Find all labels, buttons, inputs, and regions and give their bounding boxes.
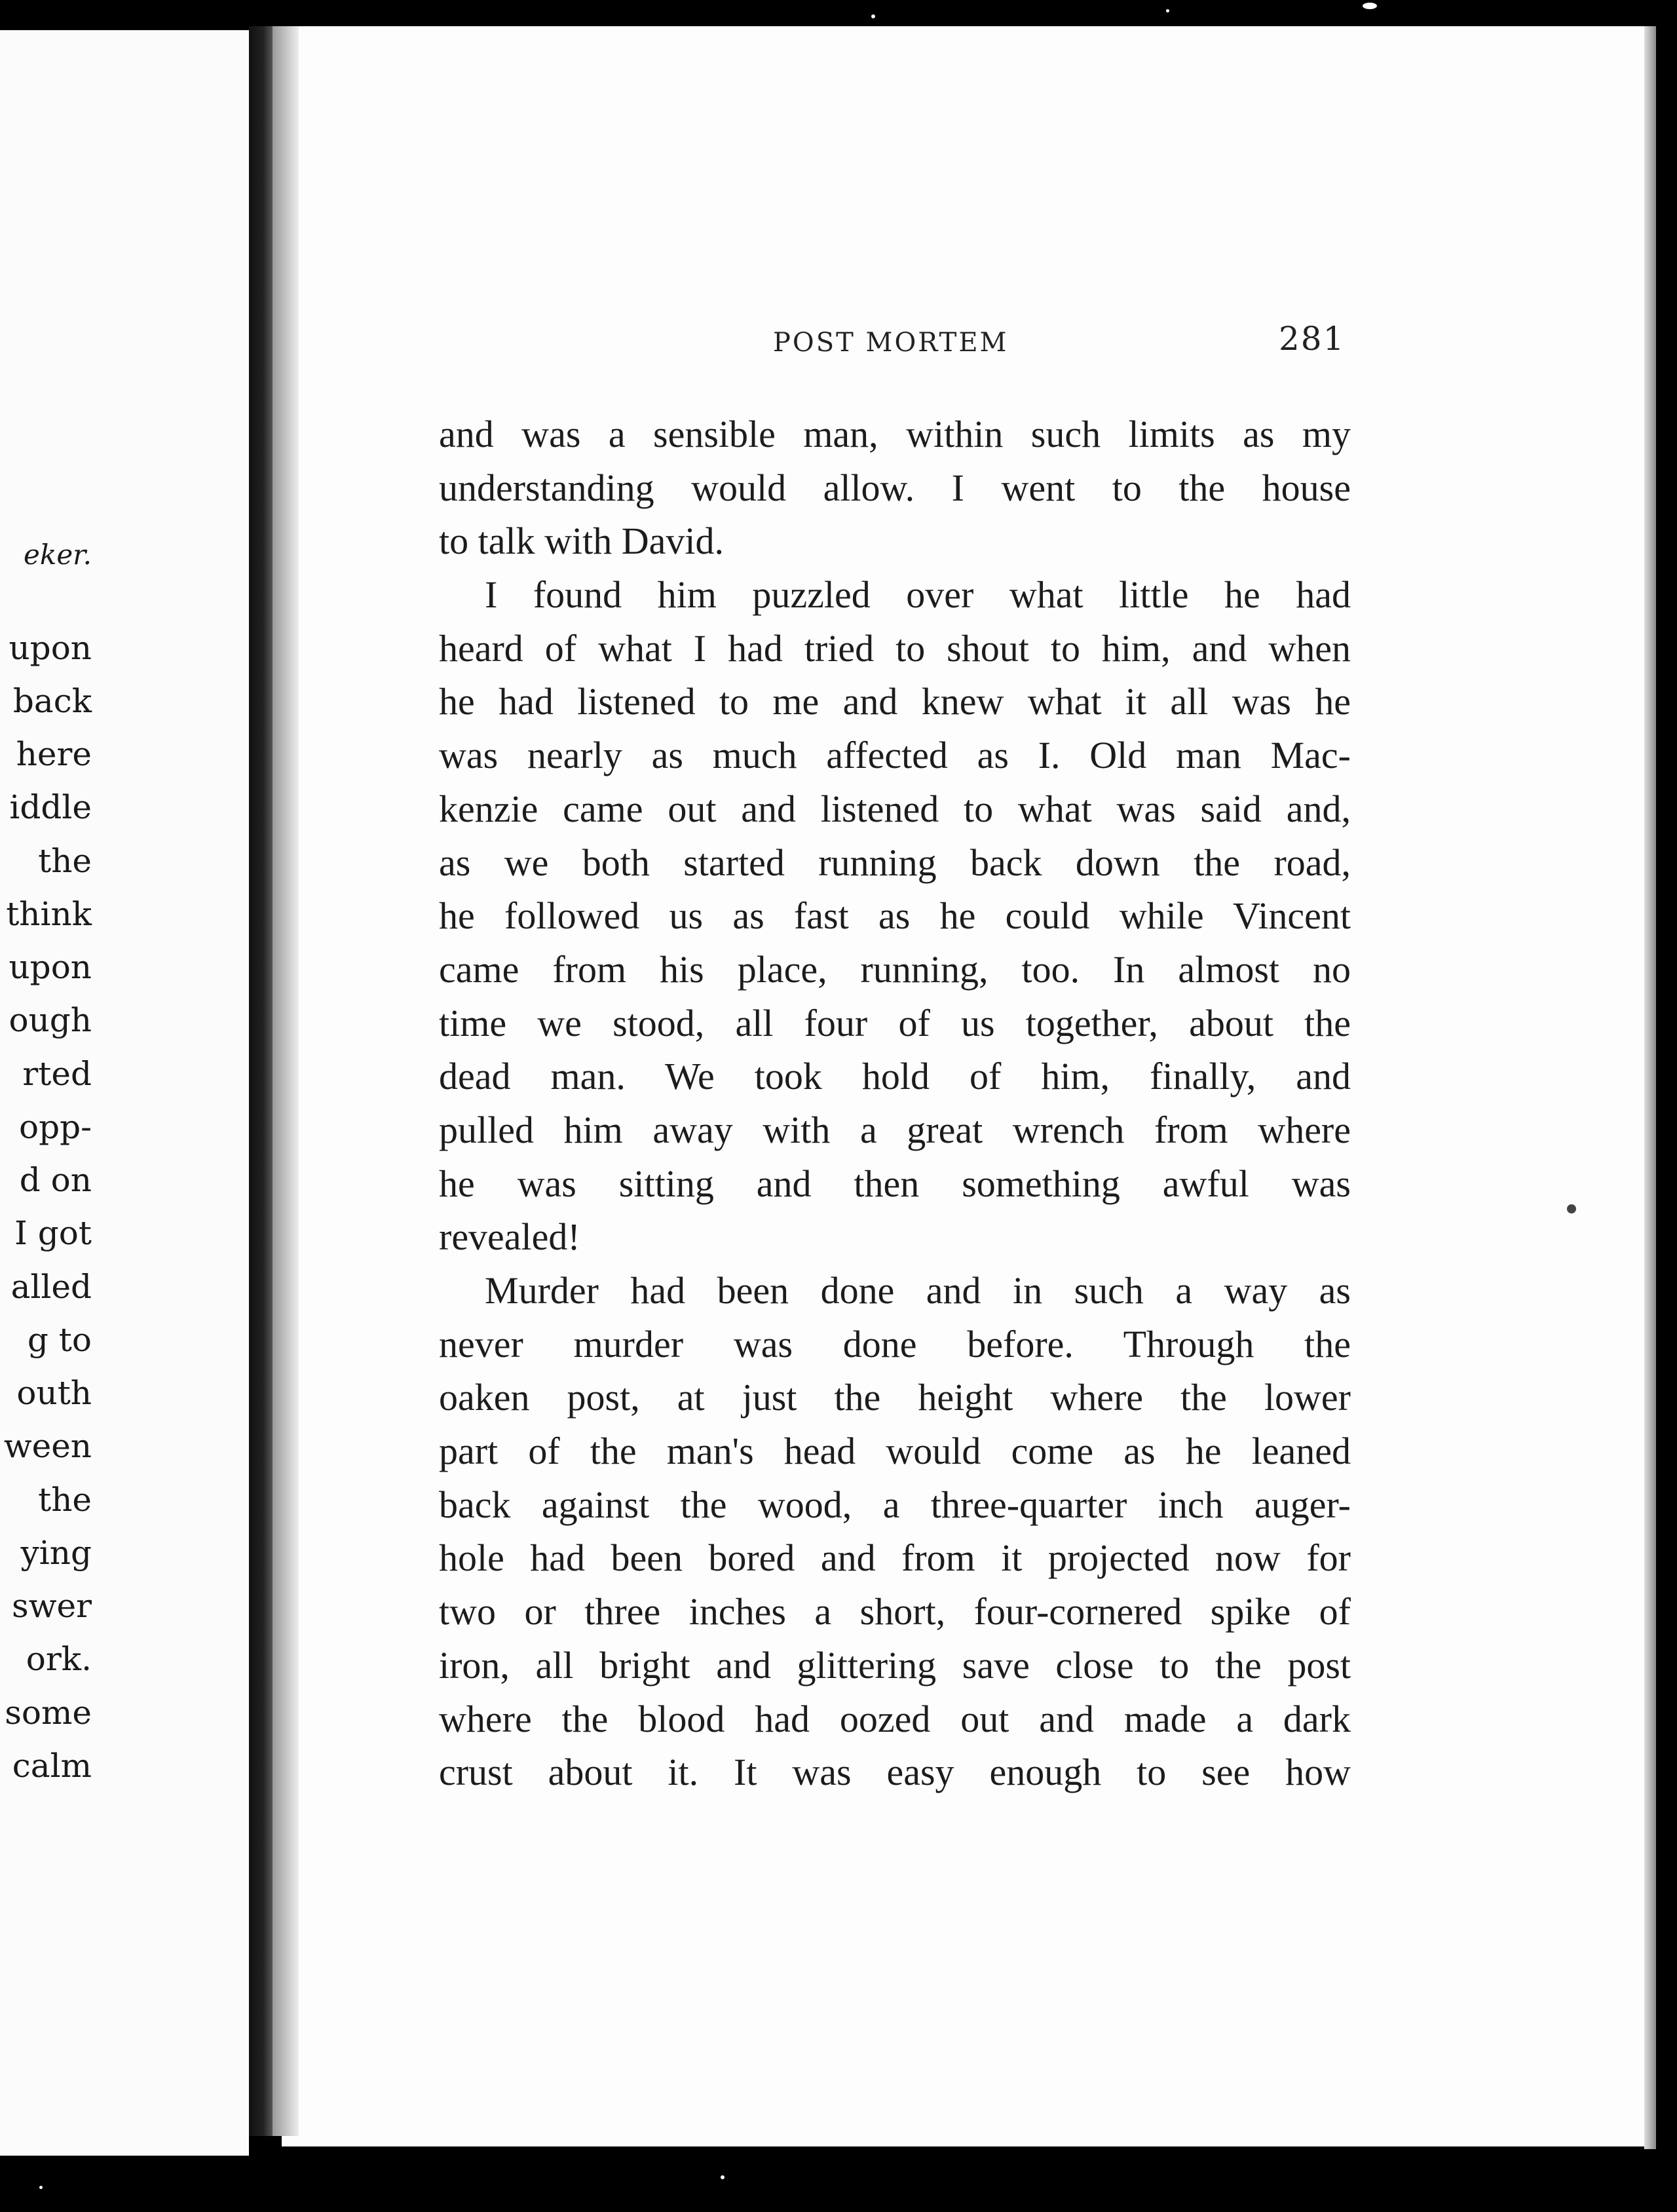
text-line: and was a sensible man, within such limits as my	[439, 413, 1351, 455]
left-page-fragment: some	[5, 1694, 92, 1732]
text-line: Murder had been done and in such a way as	[485, 1269, 1351, 1312]
left-page-fragment: swer	[12, 1587, 92, 1625]
left-page-fragment: upon	[9, 629, 92, 667]
left-page-fragment: d on	[19, 1161, 92, 1199]
text-line: to talk with David.	[439, 520, 724, 563]
left-page-fragment: I got	[14, 1214, 92, 1252]
text-line: dead man. We took hold of him, finally, and	[439, 1055, 1351, 1098]
body-text	[439, 408, 1351, 1799]
left-page-fragment: alled	[10, 1268, 92, 1306]
left-page-fragment: calm	[12, 1747, 92, 1785]
left-page-fragment: ying	[20, 1534, 92, 1572]
page-edge	[1644, 26, 1656, 2149]
left-page-fragment: the	[38, 842, 92, 880]
left-page-fragment: opp-	[18, 1108, 92, 1146]
text-line: revealed!	[439, 1215, 580, 1259]
text-line: as we both started running back down the road,	[439, 841, 1351, 884]
text-line: came from his place, running, too. In almost no	[439, 947, 1351, 991]
left-page-fragment: eker.	[24, 539, 92, 571]
scan-border-bottom	[0, 2156, 1677, 2212]
left-page-fragment: think	[6, 895, 92, 933]
text-line: iron, all bright and glittering save close to the post	[439, 1643, 1351, 1687]
left-page-fragment: here	[16, 735, 92, 773]
text-line: crust about it. It was easy enough to see how	[439, 1751, 1351, 1794]
text-line: time we stood, all four of us together, about the	[439, 1001, 1351, 1044]
left-page-fragment: upon	[9, 948, 92, 986]
text-line: kenzie came out and listened to what was said and,	[439, 787, 1351, 830]
dust-speck	[1567, 1204, 1576, 1213]
left-page-fragment: iddle	[9, 788, 92, 826]
left-page	[0, 30, 249, 2157]
dust-speck	[39, 2186, 43, 2189]
scan-border-right	[1656, 0, 1677, 2212]
text-line: I found him puzzled over what little he had	[485, 573, 1351, 617]
text-line: he was sitting and then something awful was	[439, 1162, 1351, 1205]
text-line: understanding would allow. I went to the house	[439, 466, 1351, 509]
left-page-fragment: rted	[22, 1055, 92, 1093]
text-line: was nearly as much affected as I. Old man Mac-	[439, 734, 1351, 777]
running-head: POST MORTEM	[773, 328, 1009, 358]
dust-speck	[1166, 9, 1169, 12]
dust-speck	[721, 2175, 725, 2179]
left-page-fragment: the	[38, 1481, 92, 1519]
text-line: part of the man's head would come as he leaned	[439, 1430, 1351, 1473]
dust-speck	[1363, 3, 1377, 9]
text-line: oaken post, at just the height where the lower	[439, 1376, 1351, 1419]
text-line: he followed us as fast as he could while Vincent	[439, 894, 1351, 938]
left-page-fragment: ough	[9, 1001, 92, 1039]
text-line: he had listened to me and knew what it all was he	[439, 680, 1351, 723]
text-line: heard of what I had tried to shout to him, and when	[439, 626, 1351, 670]
left-page-fragment: ween	[3, 1427, 92, 1465]
left-page-fragment: outh	[16, 1374, 92, 1412]
text-line: pulled him away with a great wrench from where	[439, 1108, 1351, 1151]
text-line: where the blood had oozed out and made a dark	[439, 1697, 1351, 1740]
text-line: never murder was done before. Through the	[439, 1322, 1351, 1365]
text-line: two or three inches a short, four-cornered spike of	[439, 1590, 1351, 1633]
dust-speck	[871, 14, 875, 18]
left-page-fragment: back	[12, 682, 92, 720]
gutter-shadow	[273, 26, 299, 2136]
left-page-fragment: ork.	[26, 1640, 92, 1678]
book-gutter	[249, 26, 273, 2136]
text-line: back against the wood, a three-quarter inch auger-	[439, 1483, 1351, 1526]
text-line: hole had been bored and from it projected now for	[439, 1536, 1351, 1580]
left-page-fragment: g to	[27, 1321, 92, 1359]
page-number: 281	[1279, 320, 1346, 358]
